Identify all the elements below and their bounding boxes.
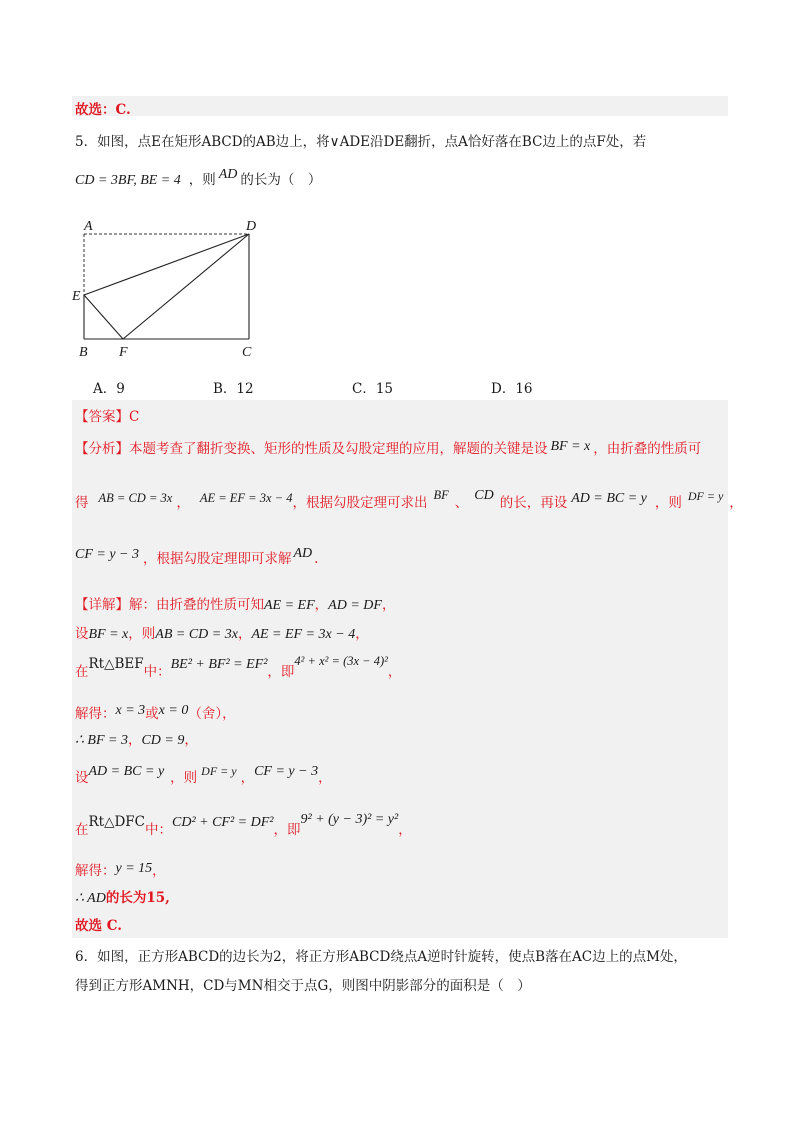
detail-comma4: ， (222, 706, 236, 722)
choice-b[interactable]: B．12 (213, 381, 254, 397)
detail-line5 (75, 728, 198, 749)
analysis-math1: BF = x (550, 439, 591, 454)
q6-line2: 得到正方形AMNH，CD与MN相交于点G，则图中阴影部分的面积是（ ） (75, 978, 531, 994)
detail-comma2b: ， (355, 626, 369, 642)
detail-ie7: ，即 (273, 822, 301, 838)
previous-answer-strip (72, 96, 728, 116)
analysis-line2 (75, 488, 743, 512)
label-c: C (242, 345, 252, 360)
detail-comma3: ， (387, 664, 402, 680)
detail-mid7: 中： (145, 822, 172, 838)
label-b: B (79, 345, 88, 360)
detail-in7: 在 (75, 822, 89, 838)
detail-math3a: BE² + BF² = EF² (170, 657, 268, 672)
analysis-line1 (75, 437, 701, 458)
detail-in3: 在 (75, 664, 89, 680)
detail-comma1: ， (314, 597, 329, 613)
detail-line1 (75, 593, 395, 614)
detail-solve8: 解得： (75, 863, 116, 879)
final-answer: 故选 C. (75, 918, 122, 934)
detail-comma5b: ， (184, 732, 198, 748)
q5-given: CD = 3BF, BE = 4 (75, 173, 181, 188)
detail-comma6b: ， (318, 770, 332, 786)
q5-stem-line1: 5．如图，点E在矩形ABCD的AB边上，将∨ADE沿DE翻折，点A恰好落在BC边上的点F处，若 (75, 134, 647, 150)
detail-comma7: ， (398, 822, 412, 838)
label-d: D (246, 219, 257, 234)
previous-answer: 故选：C. (75, 102, 131, 118)
detail-math6a: AD = BC = y (88, 764, 165, 779)
q5-figure (68, 214, 268, 364)
analysis-math2c: AD = BC = y (571, 491, 647, 506)
detail-line3 (75, 654, 402, 681)
detail-math8: y = 15 (115, 861, 153, 876)
analysis-line3 (75, 547, 318, 568)
detail-then2: ，则 (128, 626, 156, 642)
detail-set1: 设 (75, 626, 89, 642)
detail-comma8: ， (152, 863, 166, 879)
analysis-text1: 【分析】本题考查了翻折变换、矩形的性质及勾股定理的应用，解题的关键是设 (75, 441, 548, 457)
analysis-text3: ，根据勾股定理即可求解 (143, 551, 292, 567)
answer-line: 【答案】C (75, 409, 140, 425)
analysis-comma-b: ， (729, 495, 743, 511)
detail-tri3: Rt△BEF (88, 656, 144, 672)
analysis-mid2: 的长，再设 (499, 495, 568, 511)
detail-math6b: DF = y (201, 764, 237, 778)
detail-math5a: ∴ BF = 3 (75, 733, 128, 748)
label-a: A (84, 219, 93, 234)
detail-text9: 的长为15, (105, 890, 170, 906)
q5-then: ，则 (188, 172, 216, 188)
analysis-then: ，则 (654, 495, 682, 511)
analysis-math2a: AB = CD = 3x (98, 491, 173, 505)
detail-math1a: AE = EF (264, 598, 315, 613)
detail-line6 (75, 766, 332, 787)
analysis-bf: BF (433, 488, 449, 502)
detail-math4a: x = 3 (115, 703, 146, 718)
detail-math5b: CD = 9 (141, 733, 185, 748)
choice-c[interactable]: C．15 (352, 381, 394, 397)
analysis-math3: CF = y − 3 (75, 547, 139, 562)
analysis-text1-end: ，由折叠的性质可 (593, 441, 702, 457)
segment-de (84, 234, 249, 295)
detail-math6c: CF = y − 3 (254, 764, 319, 779)
detail-math2b: AB = CD = 3x (155, 627, 238, 642)
detail-line8 (75, 859, 166, 880)
analysis-math2d: DF = y (687, 489, 724, 503)
detail-comma5: ， (127, 732, 142, 748)
detail-math7a: CD² + CF² = DF² (172, 815, 274, 830)
detail-solve4: 解得： (75, 706, 116, 722)
detail-ie3: ，即 (267, 664, 295, 680)
detail-or4: 或 (145, 706, 159, 722)
analysis-comma-a: ， (176, 495, 190, 511)
segment-ef (84, 295, 123, 339)
detail-math2c: AE = EF = 3x − 4 (251, 627, 356, 642)
detail-set6: 设 (75, 770, 89, 786)
detail-math4b: x = 0 (158, 703, 189, 718)
q6-line1: 6．如图，正方形ABCD的边长为2，将正方形ABCD绕点A逆时针旋转，使点B落在AC边上的点M处， (75, 949, 687, 965)
choice-d[interactable]: D．16 (491, 381, 533, 397)
q5-ad: AD (218, 167, 238, 182)
detail-line7 (75, 812, 412, 839)
detail-math9: ∴ AD (75, 891, 106, 906)
detail-comma2: ， (237, 626, 252, 642)
detail-line9 (75, 886, 170, 907)
detail-math3b: 4² + x² = (3x − 4)² (294, 654, 388, 668)
analysis-de: 得 (75, 495, 89, 511)
analysis-mid: ，根据勾股定理可求出 (292, 495, 428, 511)
detail-text1: 【详解】解：由折叠的性质可知 (75, 597, 264, 613)
analysis-sep: 、 (454, 495, 469, 511)
detail-discard4: （舍） (188, 706, 223, 722)
detail-math7b: 9² + (y − 3)² = y² (300, 812, 399, 827)
detail-line2 (75, 622, 369, 643)
detail-math2a: BF = x (88, 627, 129, 642)
detail-tri7: Rt△DFC (88, 814, 145, 830)
label-f: F (119, 345, 128, 360)
q5-stem-line2 (75, 168, 321, 189)
detail-then6: ，则 (170, 770, 198, 786)
detail-line4 (75, 702, 236, 723)
analysis-math2b: AE = EF = 3x − 4 (199, 491, 293, 505)
analysis-cd: CD (474, 488, 494, 503)
analysis-period: . (314, 551, 319, 567)
q5-ask: 的长为（ ） (240, 172, 322, 188)
analysis-ad: AD (293, 546, 313, 561)
detail-comma6: ， (240, 770, 255, 786)
choice-a[interactable]: A．9 (93, 381, 125, 397)
label-e: E (72, 289, 81, 304)
segment-df (123, 234, 249, 339)
detail-mid3: 中： (143, 664, 171, 680)
detail-math1b: AD = DF (328, 598, 382, 613)
detail-comma1b: ， (381, 597, 396, 613)
